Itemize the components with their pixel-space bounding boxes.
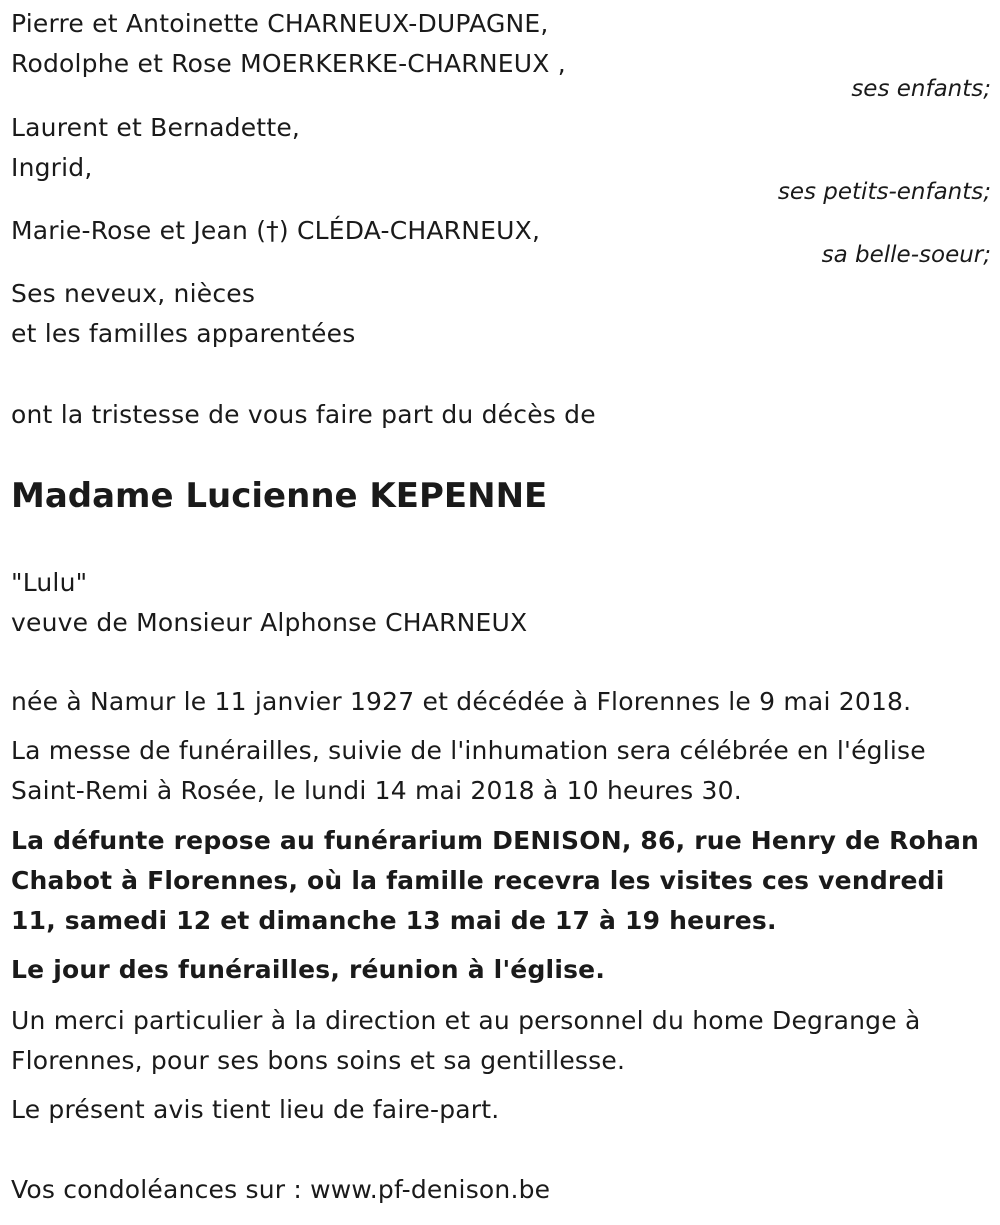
- relatives-block: [11, 274, 991, 354]
- thanks-paragraph: Un merci particulier à la direction et au personnel du home Degrange à Florennes, pour ses bons soins et sa gentillesse.: [11, 1006, 921, 1075]
- grandchildren-line-1: Laurent et Bernadette,: [11, 113, 301, 142]
- relatives-line-1: Ses neveux, nièces: [11, 279, 256, 308]
- birth-death-line: née à Namur le 11 janvier 1927 et décédée à Florennes le 9 mai 2018.: [11, 687, 912, 716]
- sister-in-law-role: sa belle-soeur;: [821, 242, 991, 268]
- meeting-line: Le jour des funérailles, réunion à l'église.: [11, 955, 606, 984]
- children-line-2: Rodolphe et Rose MOERKERKE-CHARNEUX ,: [11, 49, 566, 78]
- visitation-paragraph: La défunte repose au funérarium DENISON, 86, rue Henry de Rohan Chabot à Florennes, où la famille recevra les visites ces vendredi 11, samedi 12 et dimanche 13 mai de 17 à 19 heures.: [11, 826, 980, 935]
- deceased-identity-block: [11, 563, 991, 643]
- condolences-line: Vos condoléances sur : www.pf-denison.be: [11, 1175, 551, 1204]
- notice-line: Le présent avis tient lieu de faire-part.: [11, 1095, 500, 1124]
- deceased-name: Madame Lucienne KEPENNE: [11, 476, 548, 516]
- grandchildren-line-2: Ingrid,: [11, 153, 93, 182]
- nickname: "Lulu": [11, 568, 88, 597]
- children-role: ses enfants;: [851, 76, 991, 102]
- children-line-1: Pierre et Antoinette CHARNEUX-DUPAGNE,: [11, 9, 549, 38]
- widow-of: veuve de Monsieur Alphonse CHARNEUX: [11, 608, 528, 637]
- grandchildren-role: ses petits-enfants;: [777, 179, 991, 205]
- relatives-line-2: et les familles apparentées: [11, 319, 356, 348]
- announcement-intro: ont la tristesse de vous faire part du décès de: [11, 400, 596, 429]
- sister-in-law-line: Marie-Rose et Jean (†) CLÉDA-CHARNEUX,: [11, 216, 541, 245]
- funeral-mass-paragraph: La messe de funérailles, suivie de l'inhumation sera célébrée en l'église Saint-Remi à Rosée, le lundi 14 mai 2018 à 10 heures 30.: [11, 736, 926, 805]
